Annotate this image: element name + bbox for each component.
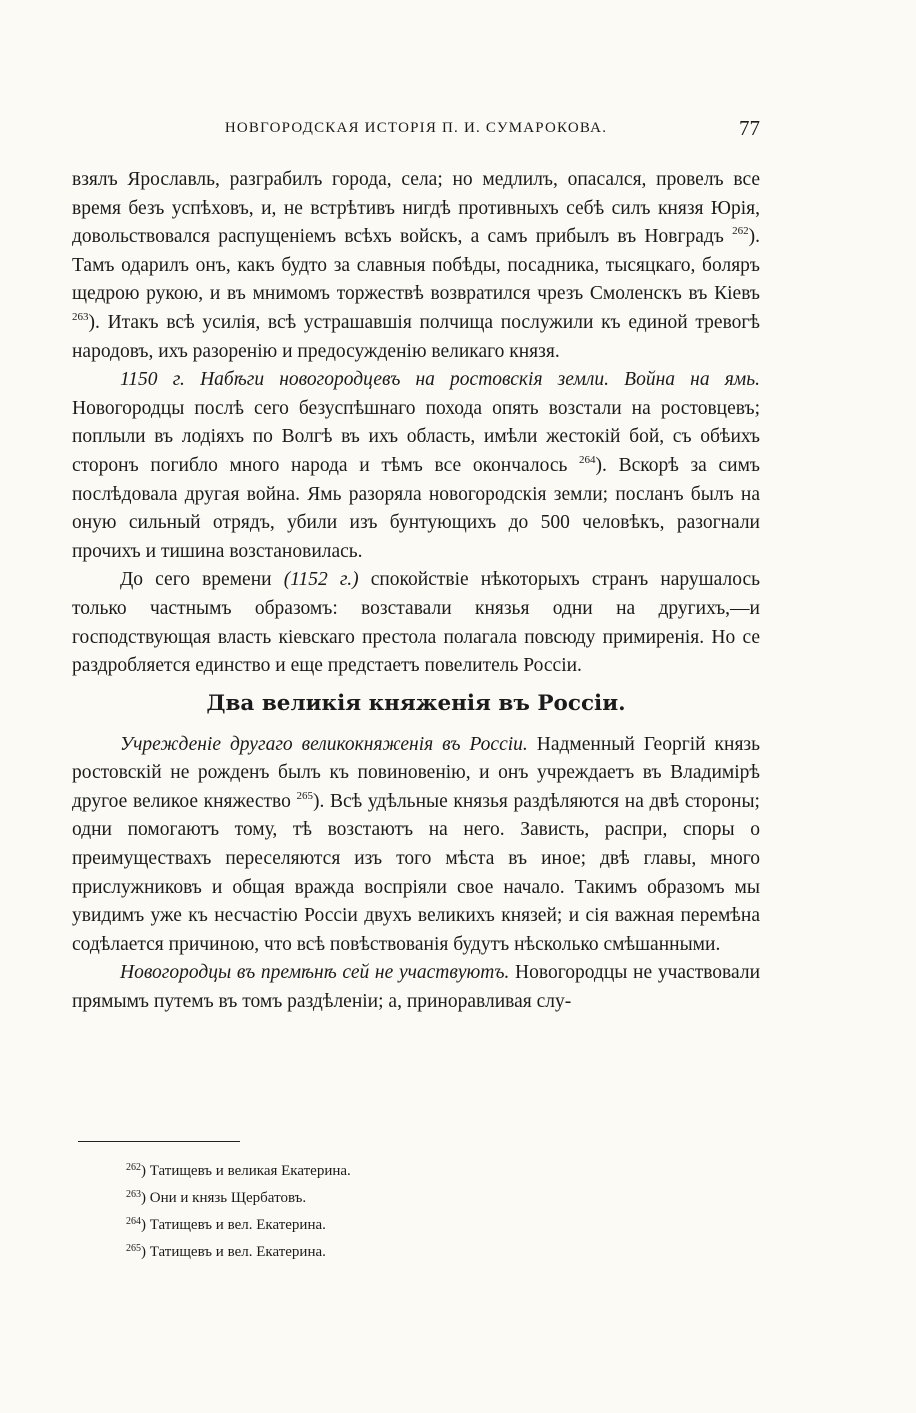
footnote-ref-263: 263 — [72, 310, 89, 323]
date-1152: (1152 г.) — [283, 569, 359, 591]
paragraph-3: До сего времени (1152 г.) спокойствіе нѣкоторыхъ странъ нарушалось только частнымъ образомъ: возставали князья одни на другихъ,—и господствующая власть кіевскаго престола полагала повсюду примиренія. Но се раздробляется единство и еще предстаетъ повелитель Россіи. — [72, 569, 761, 677]
footnotes — [126, 1158, 351, 1266]
page-header — [72, 116, 760, 144]
paragraph-1: взялъ Ярославль, разграбилъ города, села; но медлилъ, опасался, провелъ все время безъ успѣховъ, и, не встрѣтивъ нигдѣ противныхъ себѣ силъ князя Юрія, довольствовался распущеніемъ всѣхъ войскъ, а самъ прибылъ въ Новградъ $^{262}$). Тамъ одарилъ онъ, какъ будто за славныя побѣды, посадника, тысяцкаго, боляръ щедрою рукою, и въ мнимомъ торжествѣ возвратился чрезъ Смоленскъ въ Кіевъ $^{263}$). Итакъ всѣ усилія, всѣ устрашавшія полчища послужили къ единой тревогѣ народовъ, ихъ разоренію и предосужденію великаго князя. — [72, 169, 761, 362]
footnote-265: $^{265}$) Татищевъ и вел. Екатерина. — [126, 1243, 326, 1260]
marginal-heading-1150: 1150 г. Набѣги новогородцевъ на ростовскія земли. Война на ямь. — [120, 369, 760, 391]
footnote-ref-262: 262 — [732, 225, 749, 238]
body-text — [72, 166, 760, 1017]
paragraph-2: 1150 г. Набѣги новогородцевъ на ростовскія земли. Война на ямь. Новогородцы послѣ сего безуспѣшнаго похода опять возстали на ростовцевъ; поплыли въ лодіяхъ по Волгѣ въ ихъ область, имѣли жестокій бой, съ обѣихъ сторонъ погибло много народа и тѣмъ все окончалось $^{264}$). Вскорѣ за симъ послѣдовала другая война. Ямь разоряла новогородскія земли; посланъ былъ на оную сильный отрядъ, убили изъ бунтующихъ до 500 человѣкъ, разогнали прочихъ и тишина возстановилась. — [72, 369, 760, 562]
paragraph-5: Новогородцы въ премѣнѣ сей не участвуютъ. Новогородцы не участвовали прямымъ путемъ въ томъ раздѣленіи; а, приноравливая слу- — [72, 962, 760, 1013]
footnote-262: $^{262}$) Татищевъ и великая Екатерина. — [126, 1162, 351, 1179]
footnote-264: $^{264}$) Татищевъ и вел. Екатерина. — [126, 1216, 326, 1233]
paragraph-4: Учрежденіе другаго великокняженія въ Россіи. Надменный Георгій князь ростовскій не рожденъ былъ къ повиновенію, и онъ учреждаетъ въ Владимірѣ другое великое княжество $^{265}$). Всѣ удѣльные князья раздѣляются на двѣ стороны; одни помогаютъ тому, тѣ возстаютъ на него. Зависть, распри, споры о преимуществахъ переселяются изъ того мѣста въ иное; двѣ главы, много прислужниковъ и общая вражда воспріяли свое начало. Такимъ образомъ мы увидимъ уже къ несчастію Россіи двухъ великихъ князей; и сія важная перемѣна содѣлается причиною, что всѣ повѣствованія будутъ нѣсколько смѣшанными. — [72, 733, 761, 955]
page-number: 77 — [739, 116, 760, 140]
running-title: НОВГОРОДСКАЯ ИСТОРІЯ П. И. СУМАРОКОВА. — [224, 120, 608, 136]
footnote-ref-264: 264 — [579, 453, 596, 466]
section-heading: Два великія княженія въ Россіи. — [206, 690, 626, 716]
footnote-ref-265: 265 — [296, 789, 314, 802]
footnote-rule — [78, 1141, 240, 1142]
marginal-heading-establishment: Учрежденіе другаго великокняженія въ Россіи. — [120, 733, 528, 755]
marginal-heading-novgorod: Новогородцы въ премѣнѣ сей не участвуютъ. — [120, 962, 510, 984]
footnote-263: $^{263}$) Они и князь Щербатовъ. — [126, 1189, 307, 1206]
